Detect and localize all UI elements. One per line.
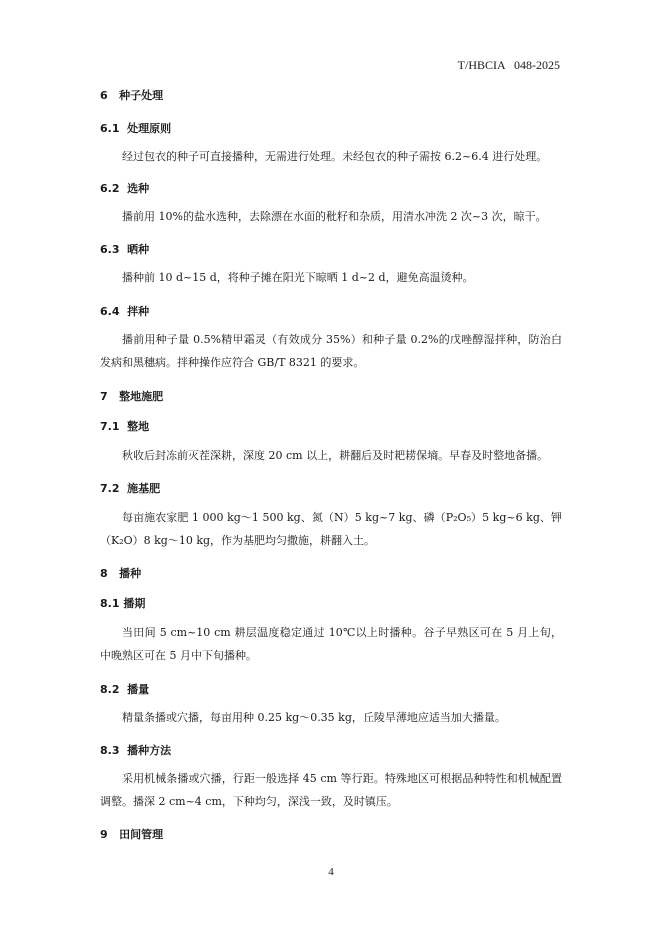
section-8-2-text: 精量条播或穴播，每亩用种 0.25 kg～0.35 kg，丘陵旱薄地应适当加大播量。 [122, 711, 506, 724]
section-8-3-text: 采用机械条播或穴播，行距一般选择 45 cm 等行距。特殊地区可根据品种特性和机械配置调整。播深 2 cm~4 cm，下种均匀，深浅一致，及时镇压。 [100, 772, 562, 808]
section-6-2-heading: 6.2 选种 [100, 182, 150, 195]
section-6-3-text: 播种前 10 d~15 d，将种子摊在阳光下晾晒 1 d~2 d，避免高温烫种。 [122, 271, 474, 284]
section-8-1-text: 当田间 5 cm~10 cm 耕层温度稳定通过 10℃以上时播种。谷子早熟区可在 5 月上旬，中晚熟区可在 5 月中下旬播种。 [100, 626, 562, 662]
section-7-2-heading: 7.2 施基肥 [100, 482, 161, 495]
section-8-1-heading: 8.1 播期 [100, 597, 146, 610]
section-7-heading: 7 整地施肥 [100, 390, 164, 403]
section-8-2-heading: 8.2 播量 [100, 683, 150, 696]
section-6-4-heading: 6.4 拌种 [100, 305, 150, 318]
section-7-2-text: 每亩施农家肥 1 000 kg～1 500 kg、氮（N）5 kg~7 kg、磷（P₂O₅）5 kg~6 kg、钾（K₂O）8 kg～10 kg，作为基肥均匀撒施，耕翻入土。 [100, 511, 562, 547]
section-8-3-heading: 8.3 播种方法 [100, 744, 172, 757]
section-6-2-text: 播前用 10%的盐水选种，去除漂在水面的秕籽和杂质，用清水冲洗 2 次~3 次，晾干。 [122, 210, 547, 223]
section-7-1-text: 秋收后封冻前灭茬深耕，深度 20 cm 以上，耕翻后及时耙耢保墒。早春及时整地备播。 [122, 449, 549, 462]
document-id: T/HBCIA 048-2025 [457, 58, 560, 72]
section-8-heading: 8 播种 [100, 567, 142, 580]
section-9-heading: 9 田间管理 [100, 828, 164, 841]
section-6-4-text: 播前用种子量 0.5%精甲霜灵（有效成分 35%）和种子量 0.2%的戊唑醇湿拌种，防治白发病和黑穗病。拌种操作应符合 GB/T 8321 的要求。 [100, 333, 562, 369]
section-6-3-heading: 6.3 晒种 [100, 243, 150, 256]
section-6-heading: 6 种子处理 [100, 89, 164, 102]
section-6-1-heading: 6.1 处理原则 [100, 122, 172, 135]
section-6-1-text: 经过包衣的种子可直接播种，无需进行处理。未经包衣的种子需按 6.2~6.4 进行处理。 [122, 150, 548, 163]
section-7-1-heading: 7.1 整地 [100, 420, 150, 433]
page-number: 4 [328, 866, 334, 878]
